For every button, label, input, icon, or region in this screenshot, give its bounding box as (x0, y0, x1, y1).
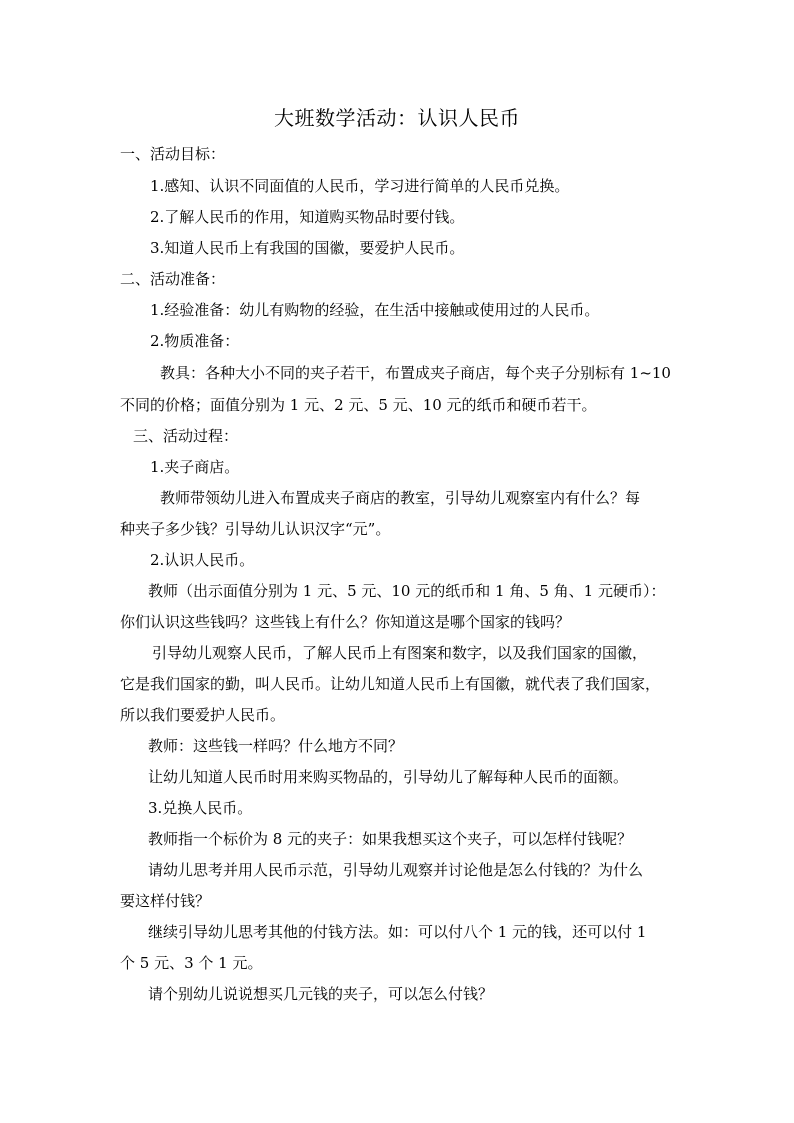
process-paragraph-1-line-2: 种夹子多少钱？引导幼儿认识汉字“元”。 (120, 520, 391, 538)
process-step-2: 2.认识人民币。 (150, 551, 255, 569)
process-paragraph-4: 教师：这些钱一样吗？什么地方不同？ (148, 737, 404, 755)
process-paragraph-9: 请个别幼儿说说想买几元钱的夹子，可以怎么付钱？ (148, 985, 494, 1003)
document-title: 大班数学活动：认识人民币 (274, 106, 520, 130)
process-paragraph-7-line-2: 要这样付钱？ (120, 892, 211, 910)
section-heading-process: 三、活动过程： (133, 427, 239, 445)
section-heading-preparation: 二、活动准备： (120, 270, 226, 288)
preparation-item-2: 2.物质准备： (150, 332, 240, 350)
process-paragraph-2-line-2: 你们认识这些钱吗？这些钱上有什么？你知道这是哪个国家的钱吗？ (120, 613, 571, 631)
preparation-item-1: 1.经验准备：幼儿有购物的经验，在生活中接触或使用过的人民币。 (150, 301, 600, 319)
preparation-materials-line-1: 教具：各种大小不同的夹子若干，布置成夹子商店，每个夹子分别标有 1~10 (160, 364, 671, 382)
process-paragraph-5: 让幼儿知道人民币时用来购买物品的，引导幼儿了解每种人民币的面额。 (148, 768, 629, 786)
process-step-3: 3.兑换人民币。 (148, 799, 253, 817)
process-paragraph-7-line-1: 请幼儿思考并用人民币示范，引导幼儿观察并讨论他是怎么付钱的？为什么 (148, 861, 644, 879)
goal-item-2: 2.了解人民币的作用，知道购买物品时要付钱。 (150, 208, 465, 226)
goal-item-1: 1.感知、认识不同面值的人民币，学习进行简单的人民币兑换。 (150, 177, 570, 195)
process-paragraph-3-line-2: 它是我们国家的勤，叫人民币。让幼儿知道人民币上有国徽，就代表了我们国家， (120, 675, 661, 693)
process-paragraph-3-line-1: 引导幼儿观察人民币，了解人民币上有图案和数字，以及我们国家的国徽， (152, 644, 648, 662)
preparation-materials-line-2: 不同的价格；面值分别为 1 元、2 元、5 元、10 元的纸币和硬币若干。 (120, 396, 597, 414)
goal-item-3: 3.知道人民币上有我国的国徽，要爱护人民币。 (150, 239, 465, 257)
process-paragraph-8-line-1: 继续引导幼儿思考其他的付钱方法。如：可以付八个 1 元的钱，还可以付 1 (148, 923, 647, 941)
process-paragraph-2-line-1: 教师（出示面值分别为 1 元、5 元、10 元的纸币和 1 角、5 角、1 元硬币）： (148, 582, 666, 600)
process-paragraph-1-line-1: 教师带领幼儿进入布置成夹子商店的教室，引导幼儿观察室内有什么？每 (160, 489, 641, 507)
process-step-1: 1.夹子商店。 (150, 458, 240, 476)
process-paragraph-3-line-3: 所以我们要爱护人民币。 (120, 706, 286, 724)
process-paragraph-8-line-2: 个 5 元、3 个 1 元。 (120, 954, 263, 972)
section-heading-goals: 一、活动目标： (120, 145, 226, 163)
process-paragraph-6: 教师指一个标价为 8 元的夹子：如果我想买这个夹子，可以怎样付钱呢？ (148, 830, 633, 848)
